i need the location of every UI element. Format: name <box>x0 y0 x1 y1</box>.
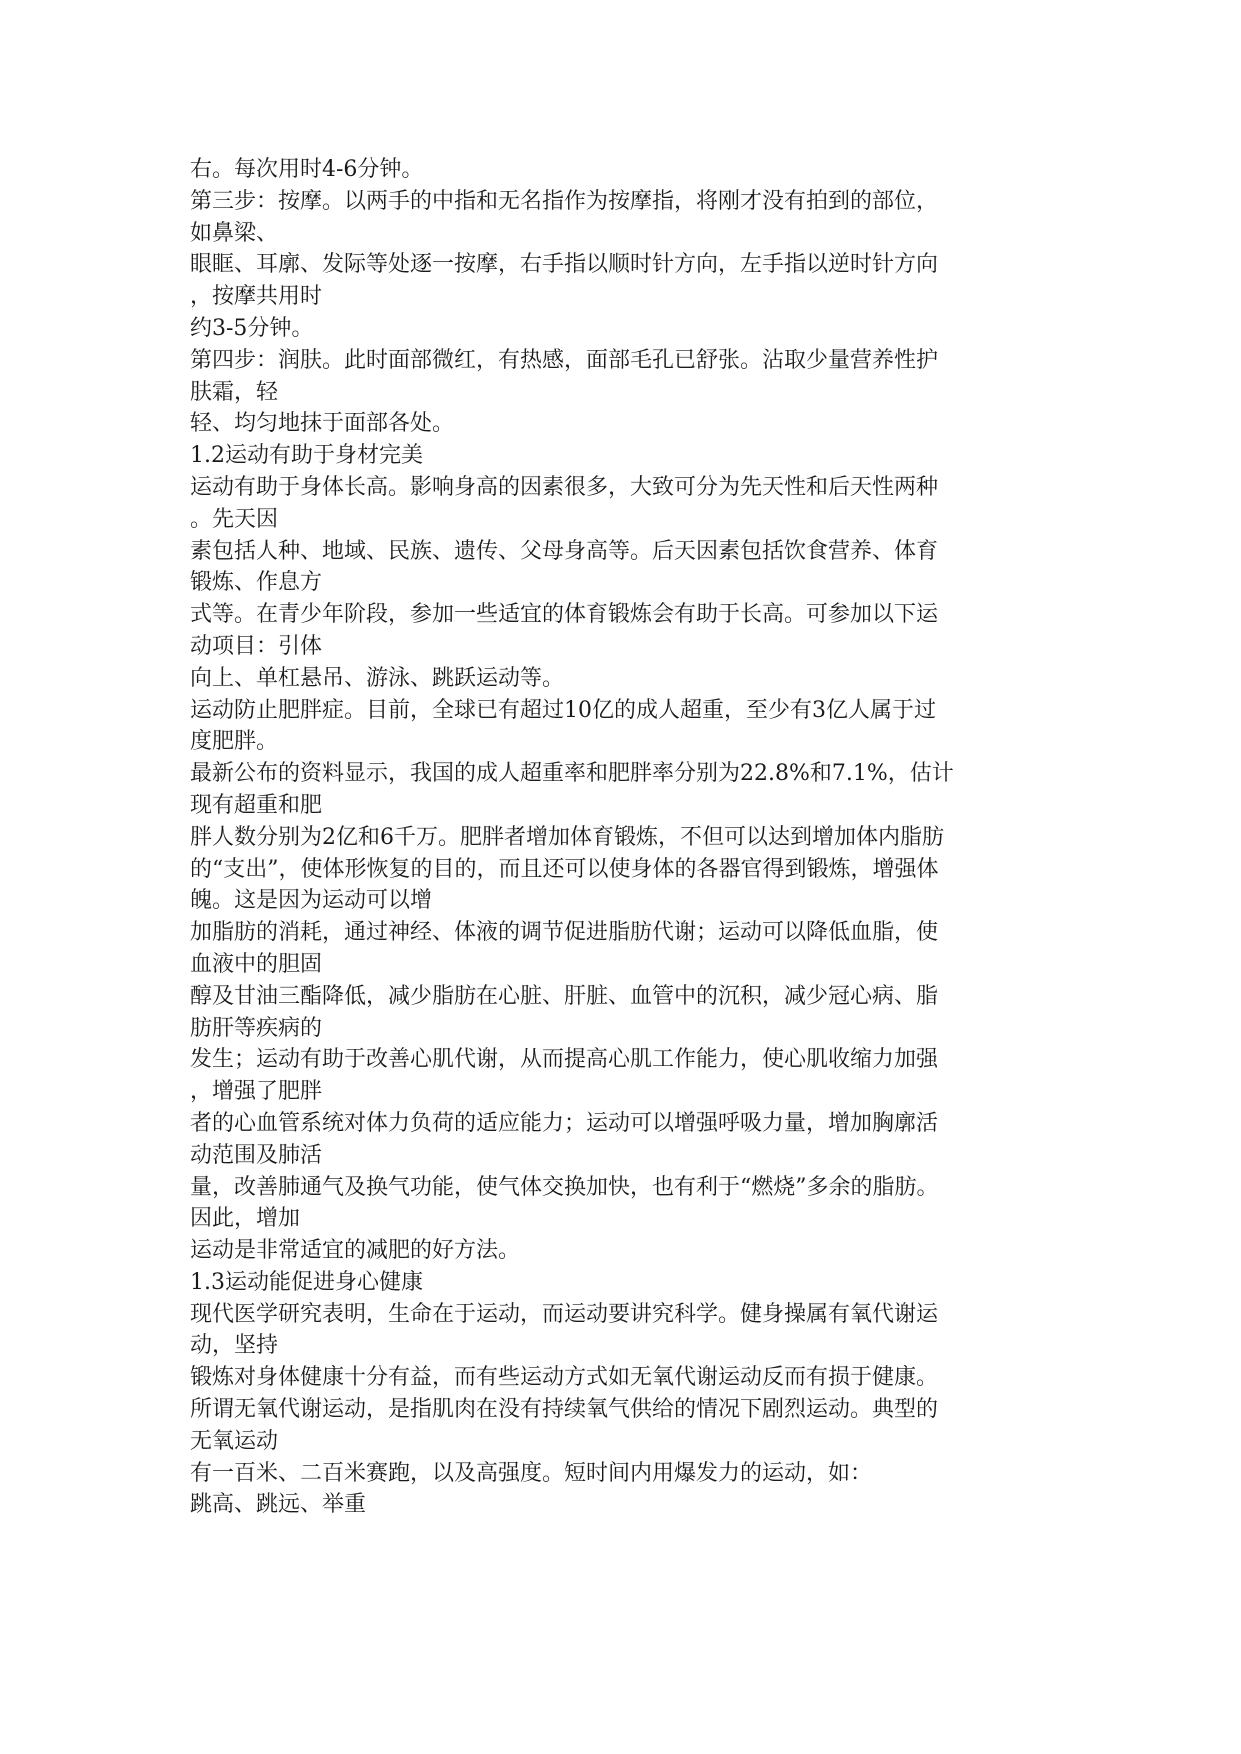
text-line: 的“支出”，使体形恢复的目的，而且还可以使身体的各器官得到锻炼，增强体 <box>190 856 939 882</box>
text-line: 向上、单杠悬吊、游泳、跳跃运动等。 <box>190 665 565 691</box>
text-line: 运动有助于身体长高。影响身高的因素很多，大致可分为先天性和后天性两种 <box>190 474 939 500</box>
text-line: 度肥胖。 <box>190 729 279 755</box>
text-line: 所谓无氧代谢运动，是指肌肉在没有持续氧气供给的情况下剧烈运动。典型的 <box>190 1397 939 1423</box>
text-line: 魄。这是因为运动可以增 <box>190 888 433 914</box>
text-line: 胖人数分别为2亿和6千万。肥胖者增加体育锻炼，不但可以达到增加体内脂肪 <box>190 824 944 850</box>
text-line: 有一百米、二百米赛跑，以及高强度。短时间内用爆发力的运动，如： <box>190 1460 873 1486</box>
text-line: 素包括人种、地域、民族、遗传、父母身高等。后天因素包括饮食营养、体育 <box>190 538 939 564</box>
text-line: 眼眶、耳廓、发际等处逐一按摩，右手指以顺时针方向，左手指以逆时针方向 <box>190 252 939 278</box>
text-line: 动项目：引体 <box>190 633 323 659</box>
text-line: 运动是非常适宜的减肥的好方法。 <box>190 1238 521 1264</box>
text-line: ，按摩共用时 <box>190 284 323 310</box>
text-line: 动，坚持 <box>190 1333 279 1359</box>
text-line: 右。每次用时4-6分钟。 <box>190 157 424 182</box>
text-line: 动范围及肺活 <box>190 1142 323 1168</box>
text-line: 约3-5分钟。 <box>190 315 314 341</box>
text-line: 血液中的胆固 <box>190 951 323 977</box>
text-line: 跳高、跳远、举重 <box>190 1492 367 1518</box>
section-heading: 1.3运动能促进身心健康 <box>190 1269 423 1295</box>
text-line: 因此，增加 <box>190 1206 301 1232</box>
text-line: 。先天因 <box>190 506 279 532</box>
text-line: 现代医学研究表明，生命在于运动，而运动要讲究科学。健身操属有氧代谢运 <box>190 1301 939 1327</box>
text-line: 锻炼、作息方 <box>190 570 323 596</box>
text-line: 量，改善肺通气及换气功能，使气体交换加快，也有利于“燃烧”多余的脂肪。 <box>190 1174 939 1200</box>
text-line: 轻、均匀地抹于面部各处。 <box>190 411 455 437</box>
text-line: 醇及甘油三酯降低，减少脂肪在心脏、肝脏、血管中的沉积，减少冠心病、脂 <box>190 983 939 1009</box>
text-line: 发生；运动有助于改善心肌代谢，从而提高心肌工作能力，使心肌收缩力加强 <box>190 1047 939 1073</box>
text-line: 最新公布的资料显示，我国的成人超重率和肥胖率分别为22.8%和7.1%，估计 <box>190 761 954 787</box>
text-line: ，增强了肥胖 <box>190 1079 323 1105</box>
text-line: 式等。在青少年阶段，参加一些适宜的体育锻炼会有助于长高。可参加以下运 <box>190 602 939 628</box>
text-line: 锻炼对身体健康十分有益，而有些运动方式如无氧代谢运动反而有损于健康。 <box>190 1365 939 1391</box>
text-line: 无氧运动 <box>190 1428 279 1454</box>
section-heading: 1.2运动有助于身材完美 <box>190 443 423 469</box>
document-body <box>190 154 1070 1521</box>
text-line: 肪肝等疾病的 <box>190 1015 323 1041</box>
text-line: 者的心血管系统对体力负荷的适应能力；运动可以增强呼吸力量，增加胸廓活 <box>190 1110 939 1136</box>
text-line: 现有超重和肥 <box>190 792 323 818</box>
text-line: 第四步：润肤。此时面部微红，有热感，面部毛孔已舒张。沾取少量营养性护 <box>190 347 939 373</box>
text-line: 如鼻梁、 <box>190 220 279 246</box>
text-line: 第三步：按摩。以两手的中指和无名指作为按摩指，将刚才没有拍到的部位， <box>190 188 939 214</box>
text-line: 加脂肪的消耗，通过神经、体液的调节促进脂肪代谢；运动可以降低血脂，使 <box>190 920 939 946</box>
text-line: 肤霜，轻 <box>190 379 279 405</box>
text-line: 运动防止肥胖症。目前，全球已有超过10亿的成人超重，至少有3亿人属于过 <box>190 697 936 723</box>
